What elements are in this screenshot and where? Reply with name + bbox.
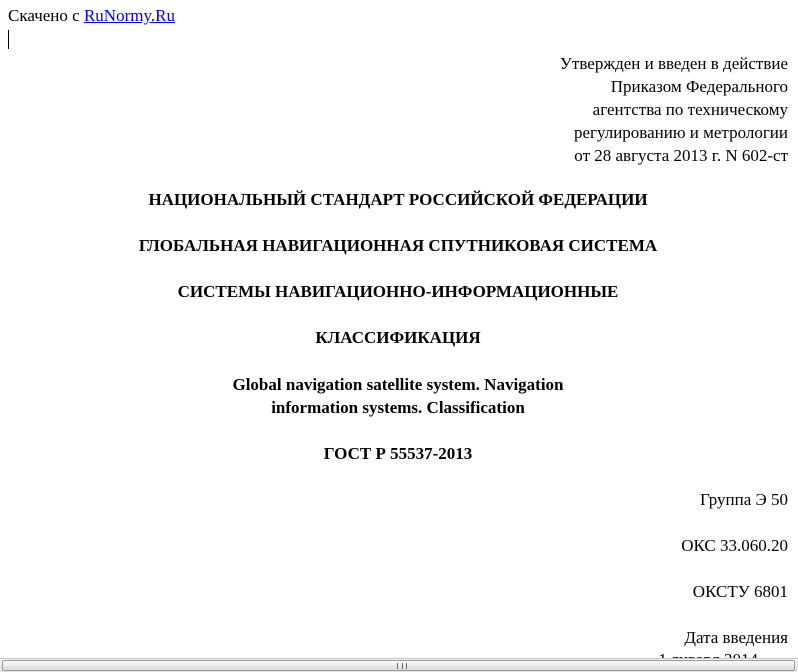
english-title-line-2: information systems. Classification	[271, 398, 525, 417]
text-cursor	[8, 30, 9, 49]
gost-designation: ГОСТ Р 55537-2013	[323, 444, 473, 463]
approval-block	[560, 52, 788, 167]
oks-code: ОКС 33.060.20	[681, 536, 788, 555]
title-line-1: ГЛОБАЛЬНАЯ НАВИГАЦИОННАЯ СПУТНИКОВАЯ СИСТЕМА	[138, 236, 658, 255]
approval-line: Приказом Федерального	[610, 77, 788, 96]
approval-line: агентства по техническому	[592, 100, 788, 119]
title-line-2: СИСТЕМЫ НАВИГАЦИОННО-ИНФОРМАЦИОННЫЕ	[177, 282, 619, 301]
horizontal-scrollbar[interactable]	[0, 658, 798, 672]
intro-date-label: Дата введения	[684, 628, 788, 647]
title-line-3: КЛАССИФИКАЦИЯ	[315, 328, 481, 347]
scrollbar-thumb[interactable]	[2, 660, 795, 671]
runormy-link[interactable]: RuNormy.Ru	[83, 6, 175, 25]
approval-line: регулированию и метрологии	[573, 123, 788, 142]
grip-icon	[397, 663, 407, 669]
approval-line: от 28 августа 2013 г. N 602-ст	[574, 146, 788, 165]
downloaded-from-label: Скачено с	[8, 6, 80, 25]
source-line	[8, 6, 175, 26]
okstu-code: ОКСТУ 6801	[692, 582, 788, 601]
national-standard-heading: НАЦИОНАЛЬНЫЙ СТАНДАРТ РОССИЙСКОЙ ФЕДЕРАЦИИ	[148, 190, 648, 209]
group-code: Группа Э 50	[700, 490, 788, 509]
english-title-line-1: Global navigation satellite system. Navigation	[232, 375, 564, 394]
approval-line: Утвержден и введен в действие	[559, 54, 788, 73]
